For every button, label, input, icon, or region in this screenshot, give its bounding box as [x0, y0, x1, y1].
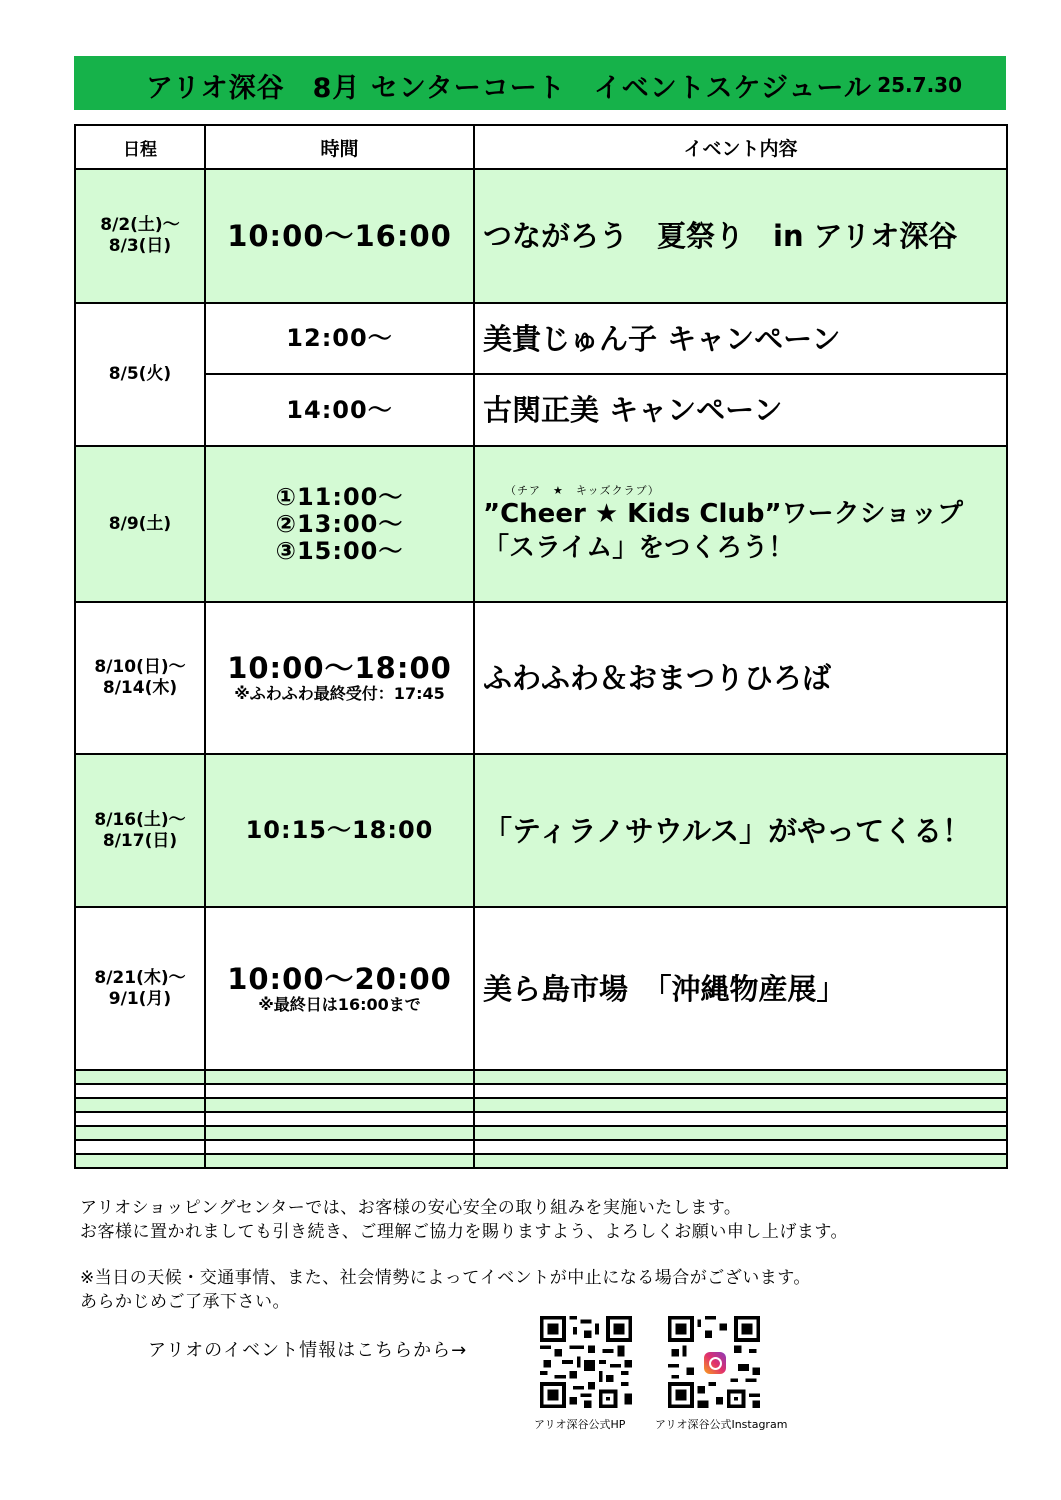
notice-line: あらかじめご了承下さい。	[80, 1292, 290, 1312]
qr-instagram-caption: アリオ深谷公式Instagram	[655, 1418, 788, 1431]
issue-date: 25.7.30	[877, 73, 962, 97]
date-cell	[75, 907, 205, 1070]
time-range: 10:00～20:00	[227, 961, 452, 996]
time-cell: 14:00～	[205, 374, 474, 446]
date-end: 8/17(日)	[102, 830, 178, 851]
date-cell	[75, 754, 205, 907]
instagram-icon	[704, 1352, 726, 1374]
header-time: 時間	[205, 125, 474, 169]
empty-row	[75, 1112, 1007, 1126]
table-row	[75, 169, 1007, 303]
event-info-label: アリオのイベント情報はこちらから→	[148, 1340, 468, 1361]
time-cell: 10:15～18:00	[205, 754, 474, 907]
empty-row	[75, 1126, 1007, 1140]
event-cell: 「ティラノサウルス」がやってくる！	[474, 754, 1007, 907]
table-row	[75, 602, 1007, 754]
time-cell	[205, 602, 474, 754]
qr-code-hp[interactable]	[540, 1316, 632, 1408]
time-slot-3: ③15:00～	[275, 536, 404, 565]
notice-line: ※当日の天候・交通事情、また、社会情勢によってイベントが中止になる場合がございます。	[80, 1268, 811, 1288]
time-cell: 10:00～16:00	[205, 169, 474, 303]
time-cell	[205, 446, 474, 602]
table-row	[75, 374, 1007, 446]
event-cell: ふわふわ＆おまつりひろば	[474, 602, 1007, 754]
time-note: ※最終日は16:00まで	[258, 994, 421, 1014]
notice-line: アリオショッピングセンターでは、お客様の安心安全の取り組みを実施いたします。	[80, 1198, 742, 1218]
table-row	[75, 754, 1007, 907]
empty-row	[75, 1154, 1007, 1168]
date-cell	[75, 169, 205, 303]
title-bar	[74, 56, 1006, 110]
date-start: 8/10(日)～	[94, 657, 186, 677]
table-row	[75, 907, 1007, 1070]
date-end: 8/14(木)	[102, 678, 178, 698]
event-cell	[474, 446, 1007, 602]
date-end: 9/1(月)	[108, 988, 172, 1009]
notice-text	[80, 1196, 848, 1314]
event-cell: 美ら島市場 「沖縄物産展」	[474, 907, 1007, 1070]
empty-row	[75, 1070, 1007, 1084]
event-cell: つながろう 夏祭り in アリオ深谷	[474, 169, 1007, 303]
empty-row	[75, 1098, 1007, 1112]
time-cell	[205, 907, 474, 1070]
date-cell: 8/5(火)	[75, 303, 205, 446]
date-start: 8/2(土)～	[100, 215, 180, 235]
event-title: ”Cheer ★ Kids Club”ワークショップ	[483, 498, 964, 529]
empty-row	[75, 1140, 1007, 1154]
date-start: 8/21(木)～	[94, 967, 186, 988]
table-row	[75, 446, 1007, 602]
event-cell: 美貴じゅん子 キャンペーン	[474, 303, 1007, 374]
time-note: ※ふわふわ最終受付：17:45	[234, 684, 445, 703]
table-header-row	[75, 125, 1007, 169]
date-end: 8/3(日)	[108, 236, 172, 256]
schedule-table	[74, 124, 1008, 1169]
date-start: 8/16(土)～	[94, 809, 186, 830]
time-slot-2: ②13:00～	[275, 509, 404, 538]
header-event: イベント内容	[474, 125, 1007, 169]
event-ruby: （チア ★ キッズクラブ）	[505, 483, 660, 497]
event-cell: 古関正美 キャンペーン	[474, 374, 1007, 446]
time-cell: 12:00～	[205, 303, 474, 374]
page-title: アリオ深谷 8月 センターコート イベントスケジュール	[146, 73, 872, 104]
date-cell: 8/9(土)	[75, 446, 205, 602]
time-slot-1: ①11:00～	[275, 482, 404, 511]
notice-line: お客様に置かれましても引き続き、ご理解ご協力を賜りますよう、よろしくお願い申し上げます。	[80, 1222, 848, 1242]
qr-hp-caption: アリオ深谷公式HP	[534, 1418, 626, 1431]
date-cell	[75, 602, 205, 754]
time-range: 10:00～18:00	[227, 651, 452, 685]
event-subtitle: 「スライム」をつくろう！	[483, 532, 795, 563]
table-row	[75, 303, 1007, 374]
qr-code-instagram[interactable]	[668, 1316, 760, 1408]
empty-row	[75, 1084, 1007, 1098]
header-date: 日程	[75, 125, 205, 169]
